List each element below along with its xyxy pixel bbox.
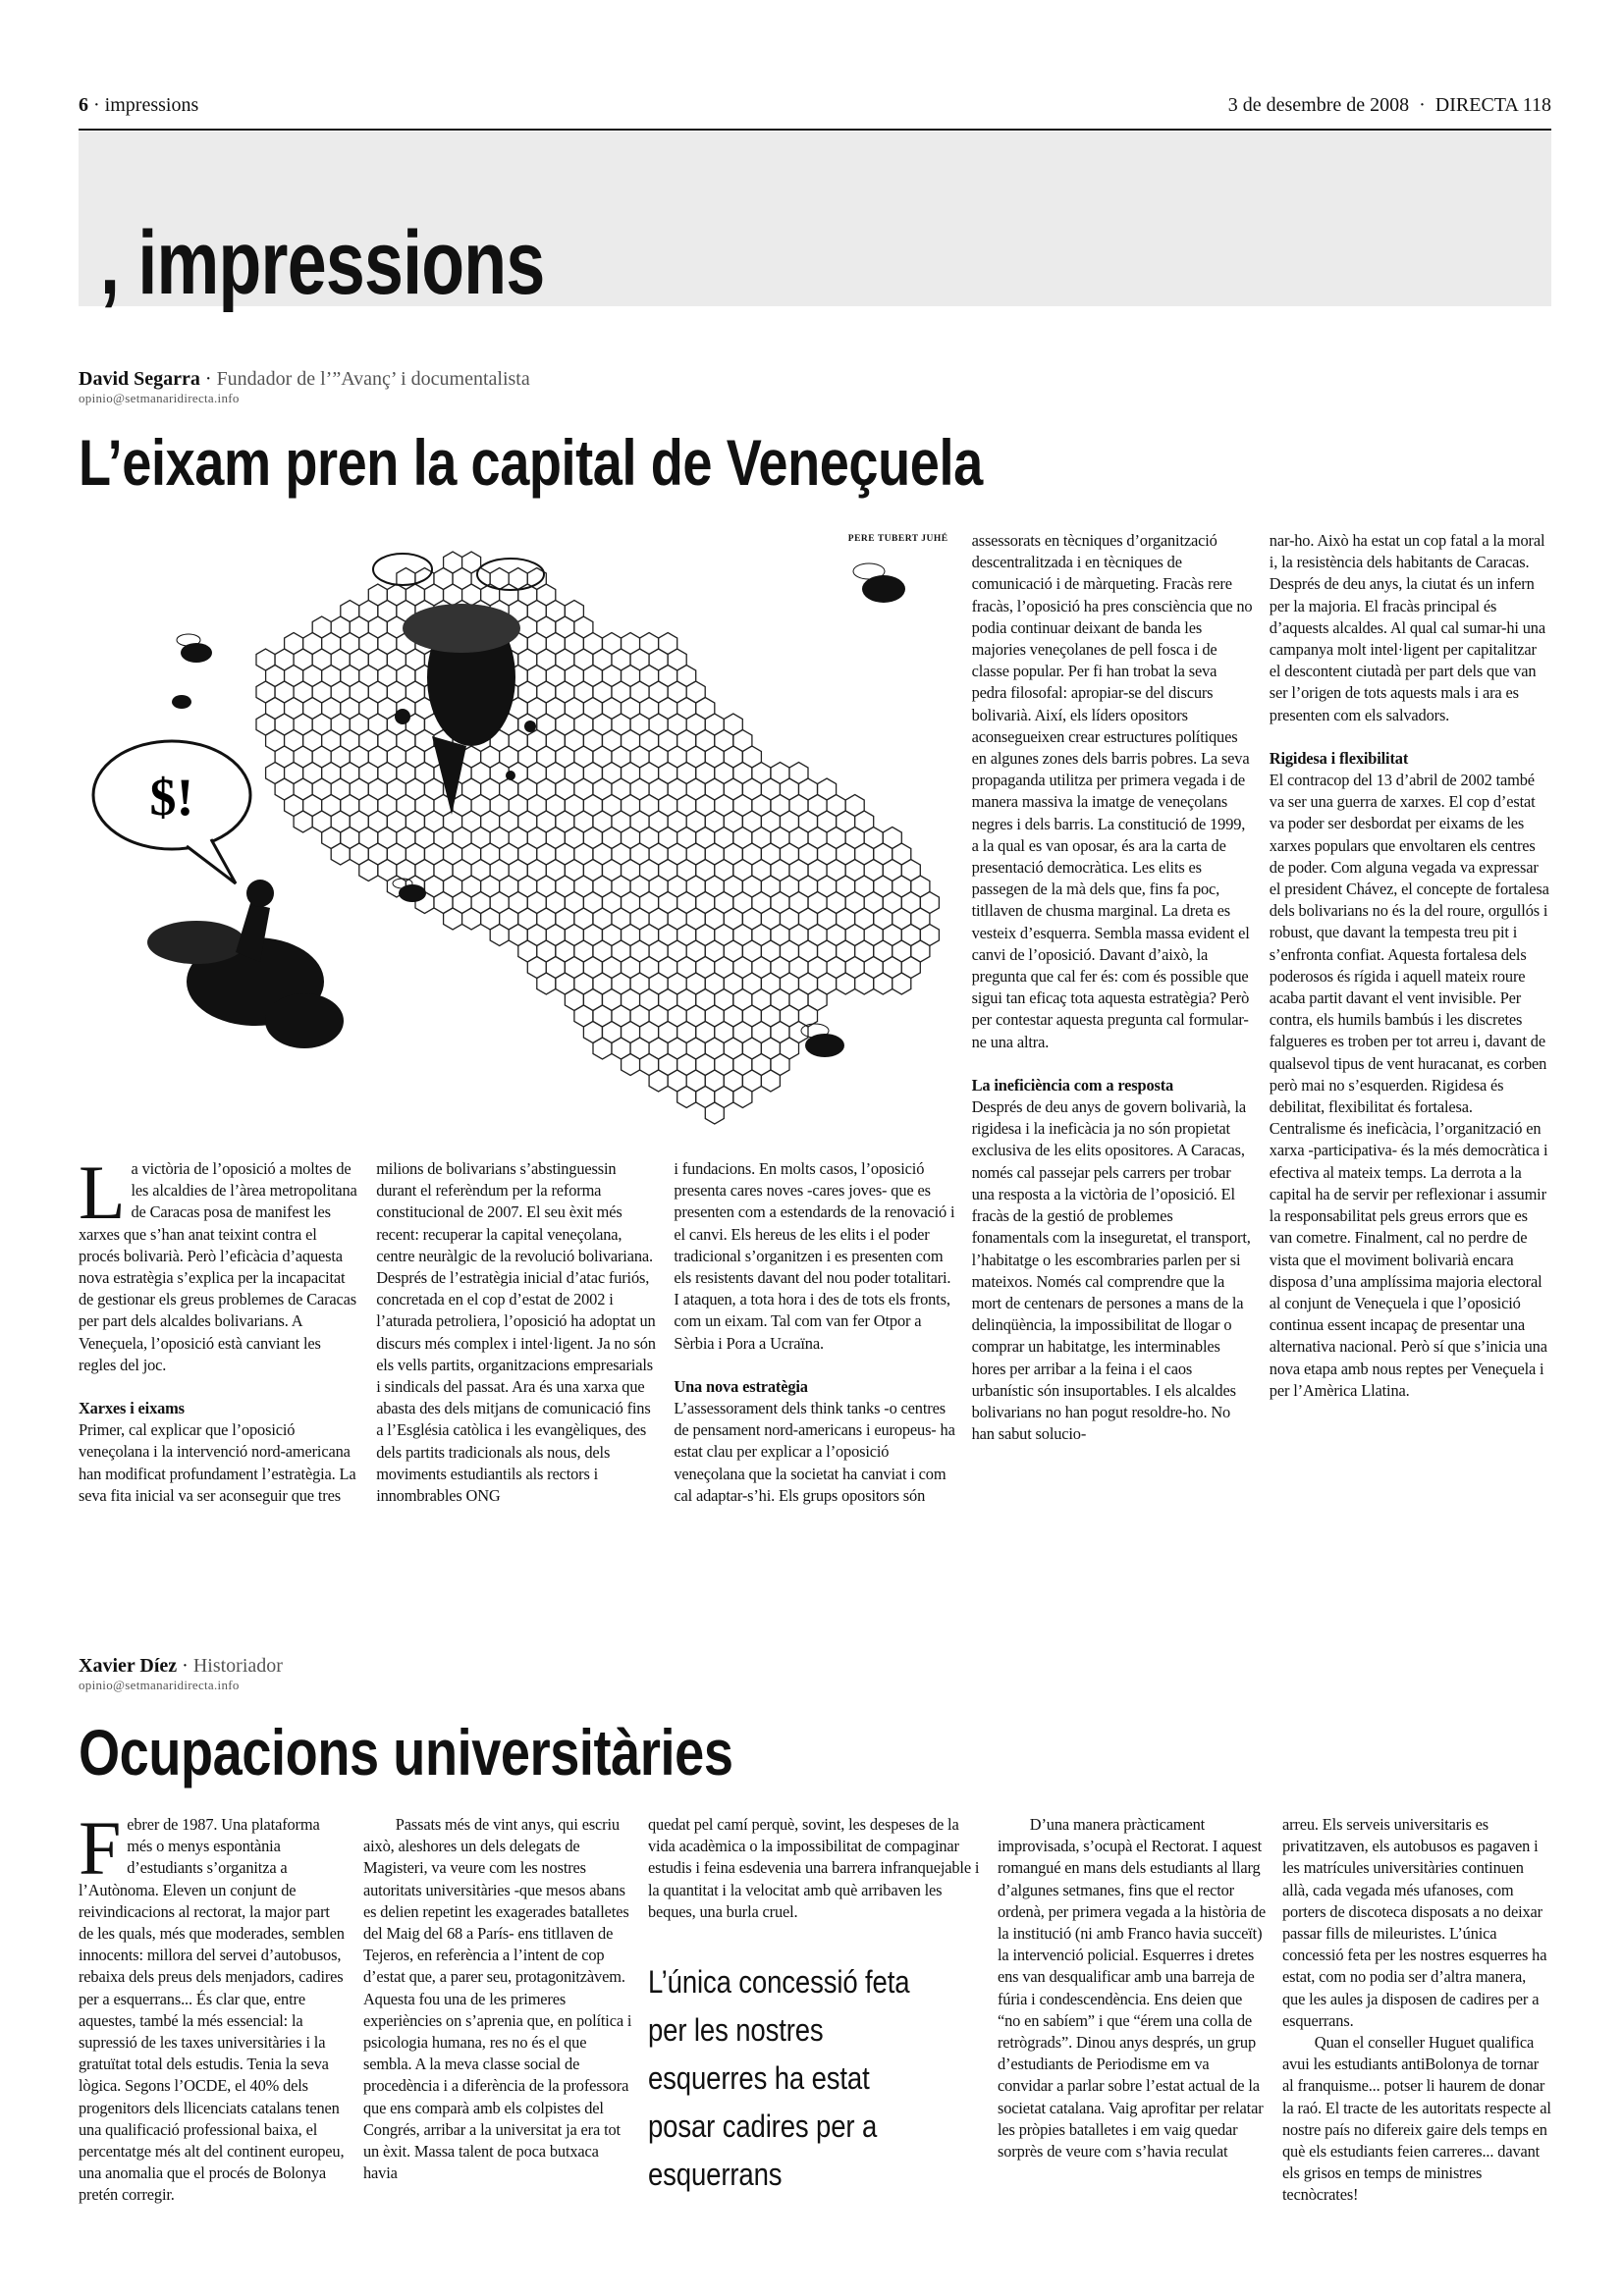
- paragraph-text: ebrer de 1987. Una plataforma més o menys espontània d’estudiants s’organitza a l’Autònoma. Eleven un conjunt de reivindicacions al rectorat, la major part de les quals, més que moderades, semblen innocents: millora del servei d’autobusos, rebaixa dels preus dels menjadors, cadires per a esquerrans... És clar que, entre aquestes, també la més essencial: la supressió de les taxes universitàries i la gratuïtat total dels estudis. Tenia la seva lògica. Segons l’OCDE, el 40% dels progenitors dels llicenciats catalans tenen una qualificació professional baixa, el percentatge més alt del continent europeu, una anomalia que el procés de Bolonya pretén corregir.: [79, 1815, 345, 2205]
- article1-body: [79, 530, 1551, 1507]
- article2-column-2: [363, 1814, 632, 2207]
- article1-column-2: [376, 1158, 658, 1507]
- paragraph: L’assessorament dels think tanks -o centres de pensament nord-americans i europeus- ha estat clau per explicar a l’oposició veneçolana que la societat ha canviat i com cal adaptar-s’hi. Els grups opositors són: [674, 1399, 955, 1505]
- photo-credit: PERE TUBERT JUHÉ: [847, 534, 948, 544]
- article1-headline: L’eixam pren la capital de Veneçuela: [79, 426, 983, 499]
- separator: ·: [204, 368, 212, 390]
- bee-small: [177, 634, 212, 663]
- running-header: [79, 94, 1551, 117]
- paragraph: quedat pel camí perquè, sovint, les despeses de la vida acadèmica o la impossibilitat de compaginar estudis i feina esdevenia una barrera infranquejable i la quantitat i la velocitat amb què arribaven les beques, una burla cruel.: [648, 1815, 980, 1921]
- paragraph: Primer, cal explicar que l’oposició veneçolana i la intervenció nord-americana han modificat profundament l’estratègia. La seva fita inicial va ser aconseguir que tres: [79, 1420, 356, 1505]
- byline: [79, 1654, 283, 1678]
- author-name: David Segarra: [79, 368, 200, 390]
- author-role: Fundador de l’”Avanç’ i documentalista: [216, 368, 530, 390]
- article1-column-3: [674, 1158, 955, 1507]
- paragraph: arreu. Els serveis universitaris es privatitzaven, els autobusos es pagaven i les matrícules universitàries continuen allà, cada vegada més ufanoses, com porters de discoteca disposats a no deixar passar fills de mileuristes. L’única concessió feta per les nostres esquerres ha estat, com no podia ser d’altra manera, que les aules ja disposen de cadires per a esquerrans.: [1282, 1815, 1547, 2030]
- paragraph: [79, 1805, 348, 2207]
- article1-column-1: [79, 1149, 360, 1507]
- big-bee-with-rider: [147, 880, 344, 1048]
- article1-column-5: [1270, 530, 1551, 1507]
- issue-date: 3 de desembre de 2008: [1227, 94, 1410, 116]
- header-left: [79, 94, 198, 117]
- author-email[interactable]: opinio@setmanaridirecta.info: [79, 391, 240, 405]
- paragraph: milions de bolivarians s’abstinguessin durant el referèndum per la reforma constitucional de 2007. El seu èxit més recent: recuperar la capital veneçolana, centre neuràlgic de la revolució bolivariana. Després de l’estratègia inicial d’atac furiós, concretada en el cop d’estat de 2002 i l’aturada petroliera, l’oposició ha adoptat un discurs més complex i intel·ligent. Ja no són els vells partits, organitzacions empresarials i sindicals del passat. Ara és una xarxa que abasta des dels mitjans de comunicació fins a l’Església catòlica i les evangèliques, des dels partits tradicionals als nous, dels moviments estudiantils als rectors i innombrables ONG: [376, 1159, 656, 1506]
- header-rule: [79, 129, 1551, 131]
- separator: ·: [182, 1655, 189, 1677]
- speech-bubble-text: $!: [149, 768, 194, 827]
- drop-cap: F: [79, 1805, 122, 1891]
- section-title: , impressions: [100, 213, 545, 313]
- article2-column-4: [998, 1814, 1267, 2207]
- author-name: Xavier Díez: [79, 1655, 178, 1677]
- bee-swarm-map-illustration: [79, 530, 962, 1158]
- author-role: Historiador: [192, 1655, 283, 1677]
- paragraph: Quan el conseller Huguet qualifica avui les estudiants antiBolonya de tornar al franquisme... potser li haurem de donar la raó. El tracte de les autoritats respecte al nostre país no difereix gaire dels temps en què els estudiants feien carreres... davant els grisos en temps de ministres tecnòcrates!: [1282, 2033, 1551, 2205]
- paragraph: nar-ho. Això ha estat un cop fatal a la moral i, la resistència dels habitants de Caracas. Després de deu anys, la ciutat és un infern per la majoria. El fracàs principal és d’aquests alcaldes. Al qual cal sumar-hi una campanya molt intel·ligent per capitalitzar el descontent ciutadà per part dels que van ser l’origen de tots aquests mals i ara es presenten com els salvadors.: [1269, 531, 1545, 724]
- subheading: Una nova estratègia: [674, 1376, 808, 1396]
- paragraph: Després de deu anys de govern bolivarià, la rigidesa i la ineficàcia ja no són propietat exclusiva de les elits opositores. A Caracas, només cal passejar pels carrers per trobar una resposta a la victòria de l’oposició. El fracàs de la gestió de problemes fonamentals com la inseguretat, el transport, l’habitatge o les escombraries parlen per si mateixos. Només cal comprendre que la mort de centenars de persones a mans de la delinqüència, la impossibilitat de llogar o comprar un habitatge, les interminables hores per arribar a la feina i el caos urbanístic són insuportables. I els alcaldes bolivarians no han pogut resoldre-ho. No han sabut solucio-: [971, 1097, 1251, 1444]
- paragraph: i fundacions. En molts casos, l’oposició presenta cares noves -cares joves- que es presenten com a estendards de la renovació i el canvi. Els hereus de les elits i el poder tradicional s’organitzen i es presenten com els resistents davant del nou poder totalitari. I ataquen, a tota hora i des de tots els fronts, com un eixam. Tal com van fer Otpor a Sèrbia i Pora a Ucraïna.: [674, 1159, 955, 1353]
- subheading: Xarxes i eixams: [79, 1399, 185, 1418]
- header-right: [1228, 94, 1551, 117]
- drop-cap: L: [79, 1149, 126, 1235]
- publication-name: DIRECTA 118: [1434, 94, 1551, 116]
- paragraph: assessorats en tècniques d’organització descentralitzada i en tècniques de comunicació i de màrqueting. Fracàs rere fracàs, l’oposició ha pres consciència que no podia continuar deixant de banda les majories veneçolanes de pell fosca i de classe popular. Per fi han trobat la seva pedra filosofal: apropiar-se del discurs bolivarià. Així, els líders opositors aconsegueixen crear estructures polítiques en algunes zones dels barris pobres. La seva propaganda utilitza per primera vegada i de manera massiva la imatge de veneçolans negres i dels barris. La constitució de 1999, a la qual es van oposar, és ara la carta de presentació democràtica. Les elits es passegen de la mà dels que, fins fa poc, titllaven de chusma marginal. La dreta es vesteix d’esquerra. Sembla massa evident el canvi de l’oposició. Davant d’això, la pregunta que cal fer és: com és possible que sigui tan eficaç tota aquesta estratègia? Però per contestar aquesta pregunta cal formular-ne una altra.: [971, 531, 1253, 1051]
- illustration: [79, 530, 956, 1158]
- subheading: La ineficiència com a resposta: [971, 1075, 1174, 1095]
- subheading: Rigidesa i flexibilitat: [1269, 748, 1409, 768]
- article2-body: [79, 1805, 1551, 2207]
- speech-bubble: [93, 741, 250, 883]
- article2-column-5: [1282, 1814, 1551, 2207]
- header-section: impressions: [104, 94, 199, 116]
- byline: [79, 367, 530, 391]
- paragraph: [79, 1149, 360, 1376]
- article2-column-1: [79, 1805, 348, 2207]
- article2-headline: Ocupacions universitàries: [79, 1716, 733, 1789]
- author-email[interactable]: opinio@setmanaridirecta.info: [79, 1678, 240, 1692]
- pull-quote: L’única concessió feta per les nostres esquerres ha estat posar cadires per a esquerrans: [648, 1964, 910, 2193]
- paragraph-text: a victòria de l’oposició a moltes de les alcaldies de l’àrea metropolitana de Caracas posa de manifest les xarxes que s’han anat teixint contra el procés bolivarià. Però l’eficàcia d’aquesta nova estratègia s’explica per la incapacitat de gestionar els greus problemes de Caracas per part dels alcaldes bolivarians. A Veneçuela, l’oposició està canviant les regles del joc.: [79, 1159, 357, 1374]
- separator: ·: [93, 94, 100, 116]
- article2-byline-block: [79, 1654, 283, 1693]
- bee-small: [172, 695, 191, 709]
- bee-corner: [853, 563, 905, 603]
- article1-byline-block: [79, 367, 530, 406]
- article2-column-3: [648, 1814, 982, 2207]
- paragraph: D’una manera pràcticament improvisada, s’ocupà el Rectorat. I aquest romangué en mans dels estudiants al llarg d’algunes setmanes, fins que el rector ordenà, per primera vegada a la història de la institució (ni amb Franco havia succeït) la intervenció policial. Esquerres i dretes ens van desqualificar amb una barreja de fúria i condescendència. Ens deien que “no en sabíem” i que “érem una colla de retrògrads”. Dinou anys després, un grup d’estudiants de Periodisme em va convidar a parlar sobre l’estat actual de la societat catalana. Vaig aprofitar per relatar les pròpies batalletes i em vaig quedar sorprès de veure com s’havia reculat: [998, 1815, 1266, 2162]
- paragraph: El contracop del 13 d’abril de 2002 també va ser una guerra de xarxes. El cop d’estat va poder ser desbordat per eixams de les xarxes populars que envoltaren els centres de poder. Com alguna vegada va expressar el president Chávez, el concepte de fortalesa dels bolivarians no és la del roure, orgullós i robust, que davant la tempesta treu pit i s’enfronta confiat. Aquesta fortalesa dels poderosos és rígida i aquell mateix roure acaba partit davant el vent invisible. Per contra, els humils bambús i les discretes falgueres es troben per tot arreu i, davant de qualsevol tipus de vent huracanat, es corben però mai no s’esquerden. Rigidesa és debilitat, flexibilitat és fortalesa. Centralisme és ineficàcia, l’organització en xarxa -participativa- és la més democràtica i efectiva al mateix temps. La derrota a la capital ha de servir per reflexionar i assumir la responsabilitat pels greus errors que es van cometre. Finalment, cal no perdre de vista que el moviment bolivarià encara disposa d’una amplíssima majoria electoral al conjunt de Veneçuela i que l’oposició continua essent incapaç de presentar una alternativa nacional. Però sí que s’inicia una nova etapa amb nous reptes per Veneçuela i per l’Amèrica Llatina.: [1269, 771, 1549, 1400]
- page-number: 6: [79, 94, 88, 116]
- paragraph: Passats més de vint anys, qui escriu això, aleshores un dels delegats de Magisteri, va veure com les nostres autoritats universitàries -que mesos abans es delien repetint les exagerades batalletes del Maig del 68 a París- ens titllaven de Tejeros, en referència a l’intent de cop d’estat que, a parer seu, protagonitzàvem. Aquesta fou una de les primeres experiències on s’aprenia que, en política i psicologia humana, res no és el que sembla. A la meva classe social de procedència i a diferència de la professora que ens comparà amb els colpistes del Congrés, arribar a la universitat ja era tot un èxit. Massa talent de poca butxaca havia: [363, 1815, 632, 2183]
- article1-column-4: [972, 530, 1254, 1507]
- separator: ·: [1419, 94, 1426, 116]
